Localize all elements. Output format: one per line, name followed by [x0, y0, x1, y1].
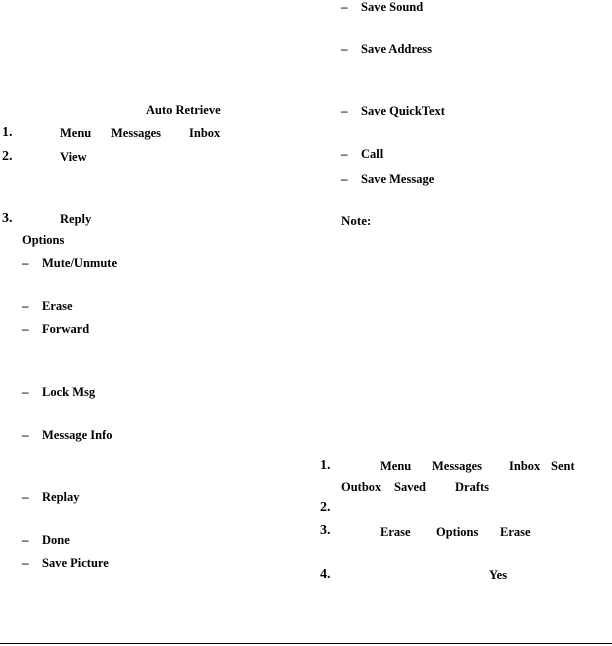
right-step-4-number: 4.	[320, 567, 331, 582]
right-step-1-number: 1.	[320, 458, 331, 473]
step-1-number: 1.	[2, 125, 13, 140]
step-1-messages: Messages	[111, 126, 161, 140]
bullet-dash: –	[22, 555, 29, 570]
option-save-message: Save Message	[361, 172, 435, 186]
step-2-number: 2.	[2, 149, 13, 164]
right-step-1-inbox: Inbox	[509, 459, 541, 473]
step-2-view: View	[60, 150, 87, 164]
step-1-inbox: Inbox	[189, 126, 221, 140]
right-step-1-outbox: Outbox	[341, 480, 382, 494]
right-step-3-number: 3.	[320, 523, 331, 538]
option-done: Done	[42, 533, 70, 547]
option-mute-unmute: Mute/Unmute	[42, 256, 117, 270]
option-message-info: Message Info	[42, 428, 113, 442]
option-call: Call	[361, 147, 384, 161]
option-save-sound: Save Sound	[361, 0, 424, 14]
bullet-dash: –	[341, 171, 348, 186]
bullet-dash: –	[341, 103, 348, 118]
bullet-dash: –	[22, 427, 29, 442]
bullet-dash: –	[341, 41, 348, 56]
auto-retrieve-label: Auto Retrieve	[146, 103, 221, 117]
right-step-3-erase-2: Erase	[500, 525, 531, 539]
option-save-quicktext: Save QuickText	[361, 104, 445, 118]
note-label: Note:	[341, 213, 372, 228]
bullet-dash: –	[22, 298, 29, 313]
step-3-reply: Reply	[60, 212, 92, 226]
right-step-1-messages: Messages	[432, 459, 482, 473]
right-step-1-menu: Menu	[380, 459, 412, 473]
bottom-rule	[0, 643, 612, 644]
bullet-dash: –	[22, 532, 29, 547]
bullet-dash: –	[341, 0, 348, 14]
bullet-dash: –	[22, 321, 29, 336]
right-step-1-sent: Sent	[551, 459, 575, 473]
right-step-4-yes: Yes	[489, 568, 508, 582]
option-save-address: Save Address	[361, 42, 432, 56]
right-step-3-options: Options	[436, 525, 479, 539]
right-step-1-saved: Saved	[394, 480, 426, 494]
step-1-menu: Menu	[60, 126, 92, 140]
options-label: Options	[22, 233, 65, 247]
option-replay: Replay	[42, 490, 80, 504]
right-step-3-erase: Erase	[380, 525, 411, 539]
bullet-dash: –	[22, 255, 29, 270]
right-step-2-number: 2.	[320, 500, 331, 515]
right-step-1-drafts: Drafts	[455, 480, 490, 494]
option-erase: Erase	[42, 299, 73, 313]
bullet-dash: –	[22, 384, 29, 399]
option-forward: Forward	[42, 322, 90, 336]
option-lock-msg: Lock Msg	[42, 385, 96, 399]
option-save-picture: Save Picture	[42, 556, 109, 570]
bullet-dash: –	[341, 146, 348, 161]
bullet-dash: –	[22, 489, 29, 504]
step-3-number: 3.	[2, 211, 13, 226]
